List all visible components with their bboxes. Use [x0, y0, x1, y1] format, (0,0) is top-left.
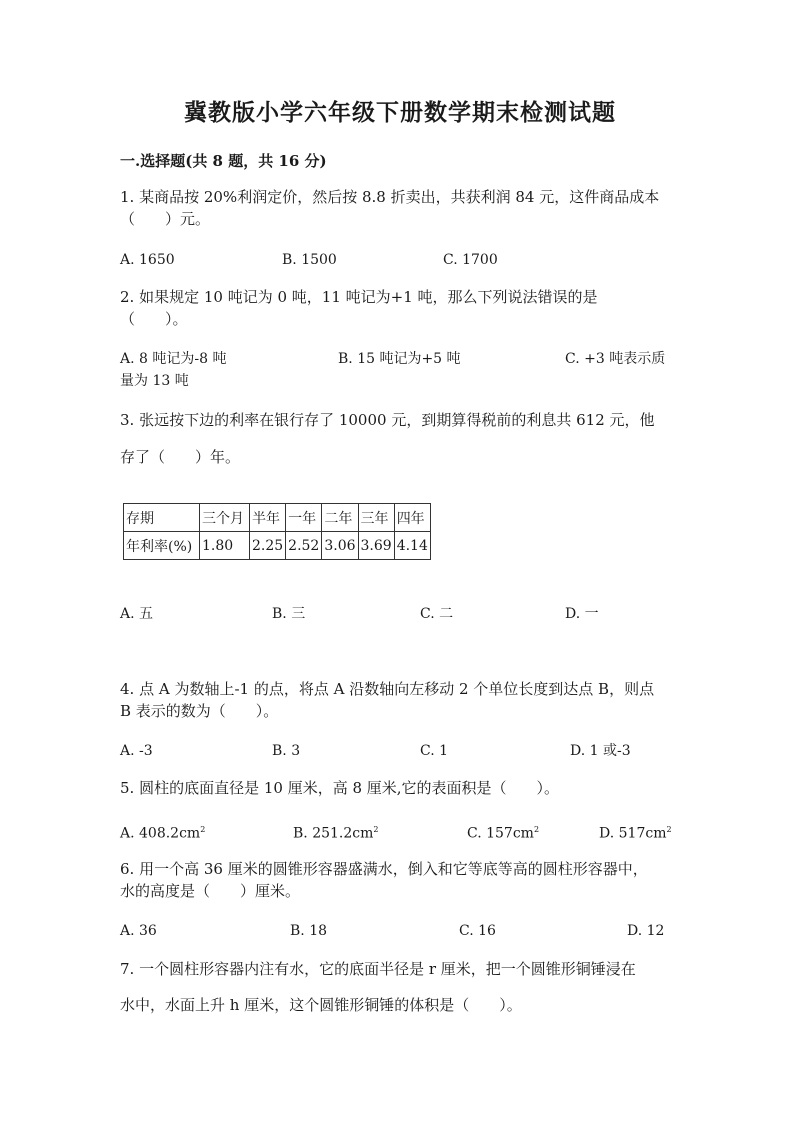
option-text: A. 408.2cm: [120, 825, 201, 842]
section-heading: 一.选择题(共 8 题，共 16 分): [120, 152, 327, 170]
question-7-line-1: 7. 一个圆柱形容器内注有水，它的底面半径是 r 厘米，把一个圆锥形铜锤浸在: [120, 960, 636, 978]
question-3-option-d: D. 一: [565, 606, 599, 622]
table-cell: 二年: [322, 504, 358, 532]
page-title: 冀教版小学六年级下册数学期末检测试题: [184, 99, 616, 126]
question-1-line-1: 1. 某商品按 20%利润定价，然后按 8.8 折卖出，共获利润 84 元，这件商品成本: [120, 188, 660, 206]
question-6-option-a: A. 36: [120, 923, 157, 939]
question-5-option-b: [293, 819, 378, 845]
question-1-option-c: C. 1700: [443, 252, 498, 268]
table-cell: 3.69: [358, 532, 394, 560]
unit-superscript: 2: [200, 825, 206, 834]
question-6-line-2: 水的高度是（ ）厘米。: [120, 882, 301, 900]
table-cell: 存期: [124, 504, 200, 532]
question-4-option-b: B. 3: [272, 743, 301, 759]
question-5-option-c: [467, 819, 539, 845]
question-2-option-c: C. +3 吨表示质: [565, 351, 666, 367]
question-4-option-d: D. 1 或-3: [570, 743, 631, 759]
unit-superscript: 2: [666, 825, 672, 834]
question-1-line-2: （ ）元。: [120, 210, 211, 228]
question-6-option-b: B. 18: [290, 923, 328, 939]
question-6-option-c: C. 16: [459, 923, 496, 939]
question-2-line-2: （ ）。: [120, 310, 188, 328]
table-cell: 一年: [286, 504, 322, 532]
table-cell: 1.80: [200, 532, 250, 560]
unit-superscript: 2: [373, 825, 379, 834]
question-5-option-a: [120, 819, 205, 845]
table-cell: 年利率(%): [124, 532, 200, 560]
table-cell: 4.14: [394, 532, 430, 560]
question-4-option-a: A. -3: [120, 743, 153, 759]
table-cell: 2.25: [250, 532, 286, 560]
question-3-option-a: A. 五: [120, 606, 154, 622]
interest-rate-table: [123, 503, 431, 560]
table-cell: 半年: [250, 504, 286, 532]
question-5-line-1: 5. 圆柱的底面直径是 10 厘米，高 8 厘米,它的表面积是（ ）。: [120, 779, 560, 797]
question-2-option-c-continued: 量为 13 吨: [120, 373, 189, 389]
question-4-line-2: B 表示的数为（ ）。: [120, 702, 279, 720]
unit-superscript: 2: [533, 825, 540, 834]
question-2-option-b: B. 15 吨记为+5 吨: [338, 351, 461, 367]
option-text: B. 251.2cm: [293, 825, 374, 842]
question-5-option-d: [599, 819, 672, 845]
question-6-option-d: D. 12: [627, 923, 665, 939]
question-1-option-a: A. 1650: [120, 252, 175, 268]
question-6-line-1: 6. 用一个高 36 厘米的圆锥形容器盛满水，倒入和它等底等高的圆柱形容器中，: [120, 860, 648, 878]
question-2-option-a: A. 8 吨记为-8 吨: [120, 351, 227, 367]
question-3-option-b: B. 三: [272, 606, 306, 622]
question-1-option-b: B. 1500: [282, 252, 337, 268]
question-3-line-2: 存了（ ）年。: [120, 448, 241, 466]
table-row: [124, 532, 431, 560]
table-cell: 三个月: [200, 504, 250, 532]
option-text: D. 517cm: [599, 825, 667, 842]
question-4-option-c: C. 1: [420, 743, 449, 759]
table-cell: 三年: [358, 504, 394, 532]
question-2-line-1: 2. 如果规定 10 吨记为 0 吨，11 吨记为+1 吨，那么下列说法错误的是: [120, 288, 598, 306]
question-3-option-c: C. 二: [420, 606, 454, 622]
question-4-line-1: 4. 点 A 为数轴上-1 的点，将点 A 沿数轴向左移动 2 个单位长度到达点 B，则点: [120, 680, 655, 698]
question-7-line-2: 水中，水面上升 h 厘米，这个圆锥形铜锤的体积是（ ）。: [120, 996, 522, 1014]
table-cell: 四年: [394, 504, 430, 532]
table-cell: 2.52: [286, 532, 322, 560]
option-text: C. 157cm: [467, 825, 534, 842]
question-3-line-1: 3. 张远按下边的利率在银行存了 10000 元，到期算得税前的利息共 612 元，他: [120, 411, 655, 429]
table-cell: 3.06: [322, 532, 358, 560]
table-row: [124, 504, 431, 532]
